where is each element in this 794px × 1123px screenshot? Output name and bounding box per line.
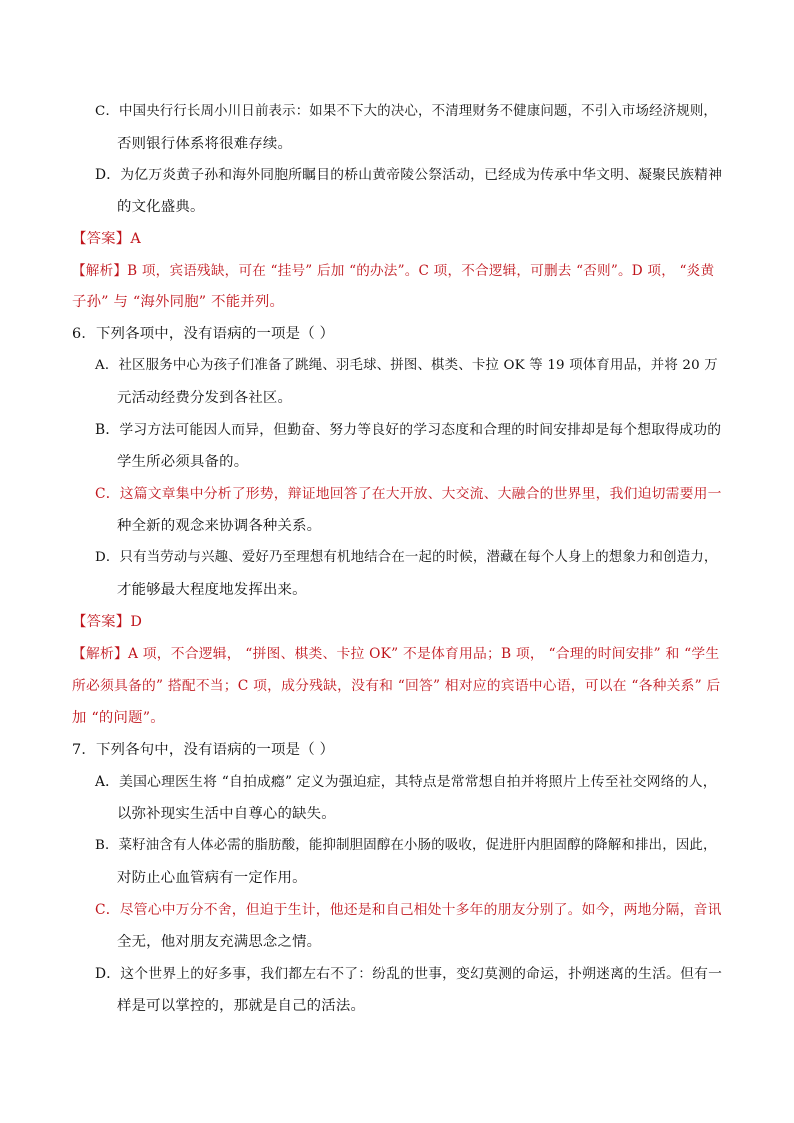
option-c-line-1: C．中国央行行长周小川日前表示：如果不下大的决心，不清理财务不健康问题，不引入市场经济规则， <box>95 104 718 119</box>
option-a-line-1: A．美国心理医生将 “自拍成瘾” 定义为强迫症，其特点是常常想自拍并将照片上传至社交网络的人， <box>95 774 717 790</box>
option-a-line-1: A．社区服务中心为孩子们准备了跳绳、羽毛球、拼图、棋类、卡拉 OK 等 19 项体育用品，并将 20 万 <box>95 358 718 373</box>
answer-label: 【答案】D <box>72 614 143 630</box>
option-a-line-2: 以弥补现实生活中自尊心的缺失。 <box>117 806 336 822</box>
option-c-line-1: C．这篇文章集中分析了形势，辩证地回答了在大开放、大交流、大融合的世界里，我们迫切需要用一 <box>95 486 722 502</box>
explanation-line-2: 所必须具备的” 搭配不当；C 项，成分残缺，没有和 “回答” 相对应的宾语中心语，可以在 “各种关系” 后 <box>72 678 721 694</box>
option-d-line-1: D．只有当劳动与兴趣、爱好乃至理想有机地结合在一起的时候，潜藏在每个人身上的想象力和创造力， <box>95 550 718 565</box>
option-b-line-2: 对防止心血管病有一定作用。 <box>117 870 307 886</box>
option-b-line-1: B．菜籽油含有人体必需的脂肪酸，能抑制胆固醇在小肠的吸收，促进肝内胆固醇的降解和排出，因此， <box>95 838 717 853</box>
option-d-line-1: D．这个世界上的好多事，我们都左右不了：纷乱的世事，变幻莫测的命运，扑朔迷离的生活。但有一 <box>95 966 723 982</box>
option-d-line-2: 才能够最大程度地发挥出来。 <box>117 582 307 598</box>
explanation-line-1: 【解析】A 项，不合逻辑， “拼图、棋类、卡拉 OK” 不是体育用品；B 项， “合理的时间安排” 和 “学生 <box>72 646 720 662</box>
question-7-stem: 7．下列各句中，没有语病的一项是（ ） <box>72 742 335 758</box>
option-d-line-2: 样是可以掌控的，那就是自己的活法。 <box>117 998 366 1014</box>
option-b-line-2: 学生所必须具备的。 <box>117 454 249 470</box>
option-c-line-2: 全无，他对朋友充满思念之情。 <box>117 934 322 950</box>
option-a-line-2: 元活动经费分发到各社区。 <box>117 390 293 406</box>
option-c-line-2: 否则银行体系将很难存续。 <box>117 136 293 152</box>
option-b-line-1: B．学习方法可能因人而异，但勤奋、努力等良好的学习态度和合理的时间安排却是每个想取得成功的 <box>95 422 722 438</box>
question-6-stem: 6．下列各项中，没有语病的一项是（ ） <box>72 326 335 342</box>
answer-label: 【答案】A <box>72 231 141 247</box>
option-d-line-1: D．为亿万炎黄子孙和海外同胞所瞩目的桥山黄帝陵公祭活动，已经成为传承中华文明、凝聚民族精神 <box>95 167 723 183</box>
explanation-line-1: 【解析】B 项，宾语残缺，可在 “挂号” 后加 “的办法”。C 项，不合逻辑，可删去 “否则”。D 项， “炎黄 <box>72 263 715 279</box>
option-c-line-2: 种全新的观念来协调各种关系。 <box>117 518 322 534</box>
explanation-line-3: 加 “的问题”。 <box>72 710 165 726</box>
explanation-line-2: 子孙” 与 “海外同胞” 不能并列。 <box>72 294 285 310</box>
option-c-line-1: C．尽管心中万分不舍，但迫于生计，他还是和自己相处十多年的朋友分别了。如今，两地分隔，音讯 <box>95 902 722 918</box>
option-d-line-2: 的文化盛典。 <box>117 199 205 215</box>
